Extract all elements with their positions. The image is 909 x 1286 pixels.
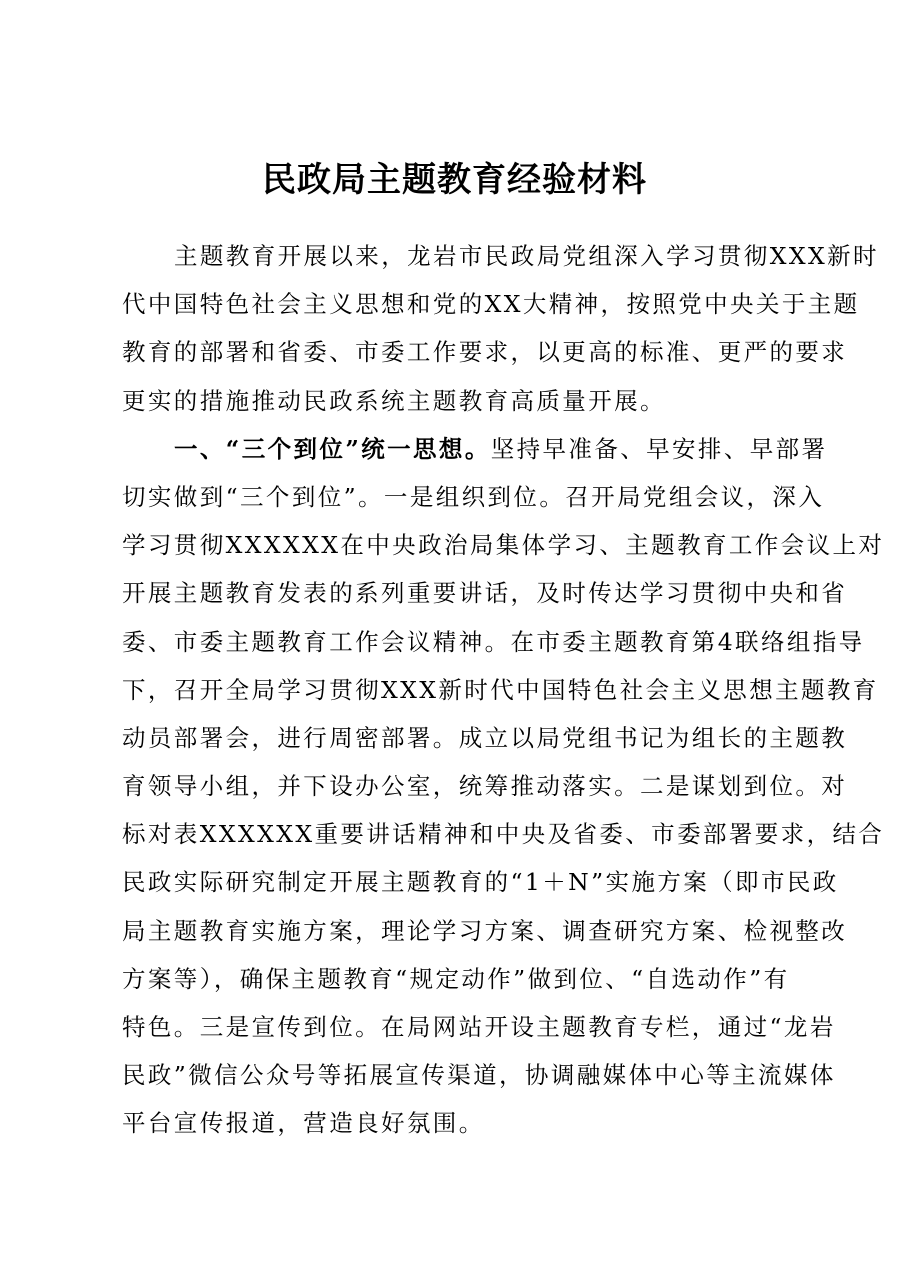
text-line: [122, 232, 879, 280]
text-line: 特色。三是宣传到位。在局网站开设主题教育专栏，通过“龙岩: [122, 1013, 836, 1041]
text-line: 切实做到“三个到位”。一是组织到位。召开局党组会议，深入: [122, 482, 825, 511]
text-line: 局主题教育实施方案，理论学习方案、调查研究方案、检视整改: [122, 916, 848, 945]
text-line: 标对表XXXXXX重要讲话精神和中央及省委、市委部署要求，结合: [122, 820, 885, 849]
text-line: 动员部署会，进行周密部署。成立以局党组书记为组长的主题教: [122, 723, 848, 752]
text-line: 代中国特色社会主义思想和党的XX大精神，按照党中央关于主题: [122, 290, 860, 319]
text-line: [122, 425, 828, 473]
text-line: 委、市委主题教育工作会议精神。在市委主题教育第4联络组指导: [122, 627, 865, 656]
paragraph-section-one: [122, 425, 885, 1148]
text-line: 教育的部署和省委、市委工作要求，以更高的标准、更严的要求: [122, 338, 848, 367]
document-body: [122, 232, 885, 1148]
text-line: 下，召开全局学习贯彻XXX新时代中国特色社会主义思想主题教育: [122, 675, 879, 704]
text-line: 平台宣传报道，营造良好氛围。: [122, 1109, 485, 1138]
section-heading: 一、“三个到位”统一思想。: [174, 434, 491, 463]
text-line: 开展主题教育发表的系列重要讲话，及时传达学习贯彻中央和省: [122, 579, 848, 608]
text-line: 方案等），确保主题教育“规定动作”做到位、“自选动作”有: [122, 964, 790, 993]
text-line: 民政”微信公众号等拓展宣传渠道，协调融媒体中心等主流媒体: [122, 1061, 836, 1090]
line-text: 主题教育开展以来，龙岩市民政局党组深入学习贯彻XXX新时: [174, 242, 879, 270]
text-line: 学习贯彻XXXXXX在中央政治局集体学习、主题教育工作会议上对: [122, 531, 885, 560]
text-line: 育领导小组，并下设办公室，统筹推动落实。二是谋划到位。对: [122, 772, 848, 801]
paragraph-intro: [122, 232, 879, 425]
text-line: 民政实际研究制定开展主题教育的“1＋N”实施方案（即市民政: [122, 868, 839, 897]
line-text: 坚持早准备、早安排、早部署: [490, 434, 828, 463]
document-title: 民政局主题教育经验材料: [262, 160, 647, 200]
text-line: 更实的措施推动民政系统主题教育高质量开展。: [122, 386, 666, 415]
